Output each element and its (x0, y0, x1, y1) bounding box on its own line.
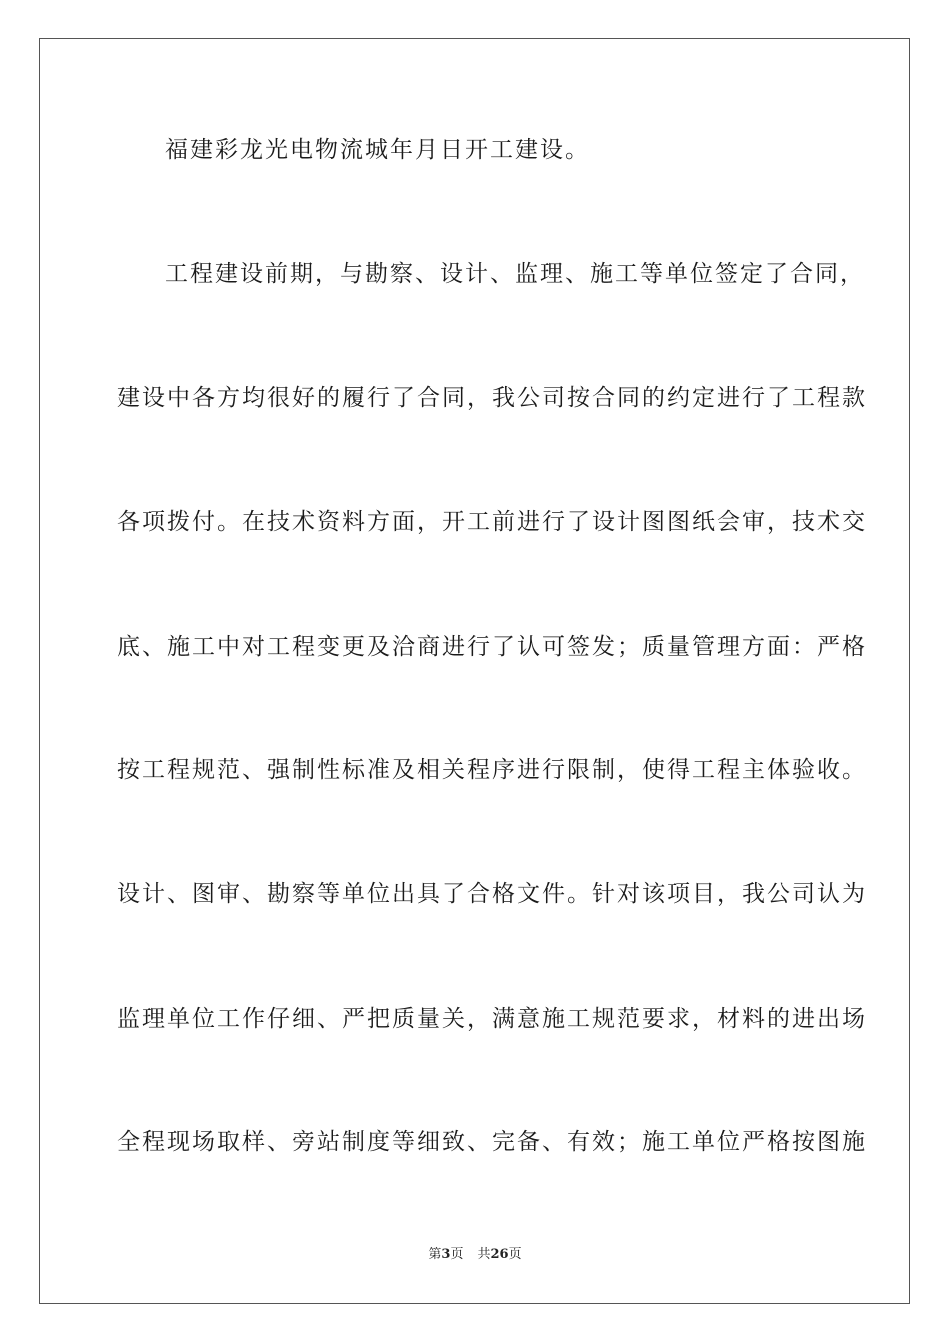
total-prefix: 共 (477, 1247, 491, 1262)
paragraph-line-5: 底、施工中对工程变更及洽商进行了认可签发；质量管理方面：严格 (117, 634, 867, 660)
paragraph-line-9: 全程现场取样、旁站制度等细致、完备、有效；施工单位严格按图施 (117, 1129, 867, 1155)
page-suffix: 页 (450, 1247, 464, 1262)
paragraph-line-6: 按工程规范、强制性标准及相关程序进行限制，使得工程主体验收。 (117, 757, 867, 783)
paragraph-line-1: 福建彩龙光电物流城年月日开工建设。 (165, 137, 590, 163)
page-number: 3 (441, 1247, 451, 1262)
paragraph-line-4: 各项拨付。在技术资料方面，开工前进行了设计图图纸会审，技术交 (117, 509, 867, 535)
paragraph-line-3: 建设中各方均很好的履行了合同，我公司按合同的约定进行了工程款 (117, 385, 867, 411)
page-prefix: 第 (428, 1247, 442, 1262)
total-pages: 26 (490, 1247, 509, 1262)
paragraph-line-8: 监理单位工作仔细、严把质量关，满意施工规范要求，材料的进出场 (117, 1006, 867, 1032)
page-footer (0, 1246, 950, 1264)
page-frame (39, 38, 910, 1304)
paragraph-line-2: 工程建设前期，与勘察、设计、监理、施工等单位签定了合同， (165, 261, 865, 287)
total-suffix: 页 (508, 1247, 522, 1262)
paragraph-line-7: 设计、图审、勘察等单位出具了合格文件。针对该项目，我公司认为 (117, 881, 867, 907)
